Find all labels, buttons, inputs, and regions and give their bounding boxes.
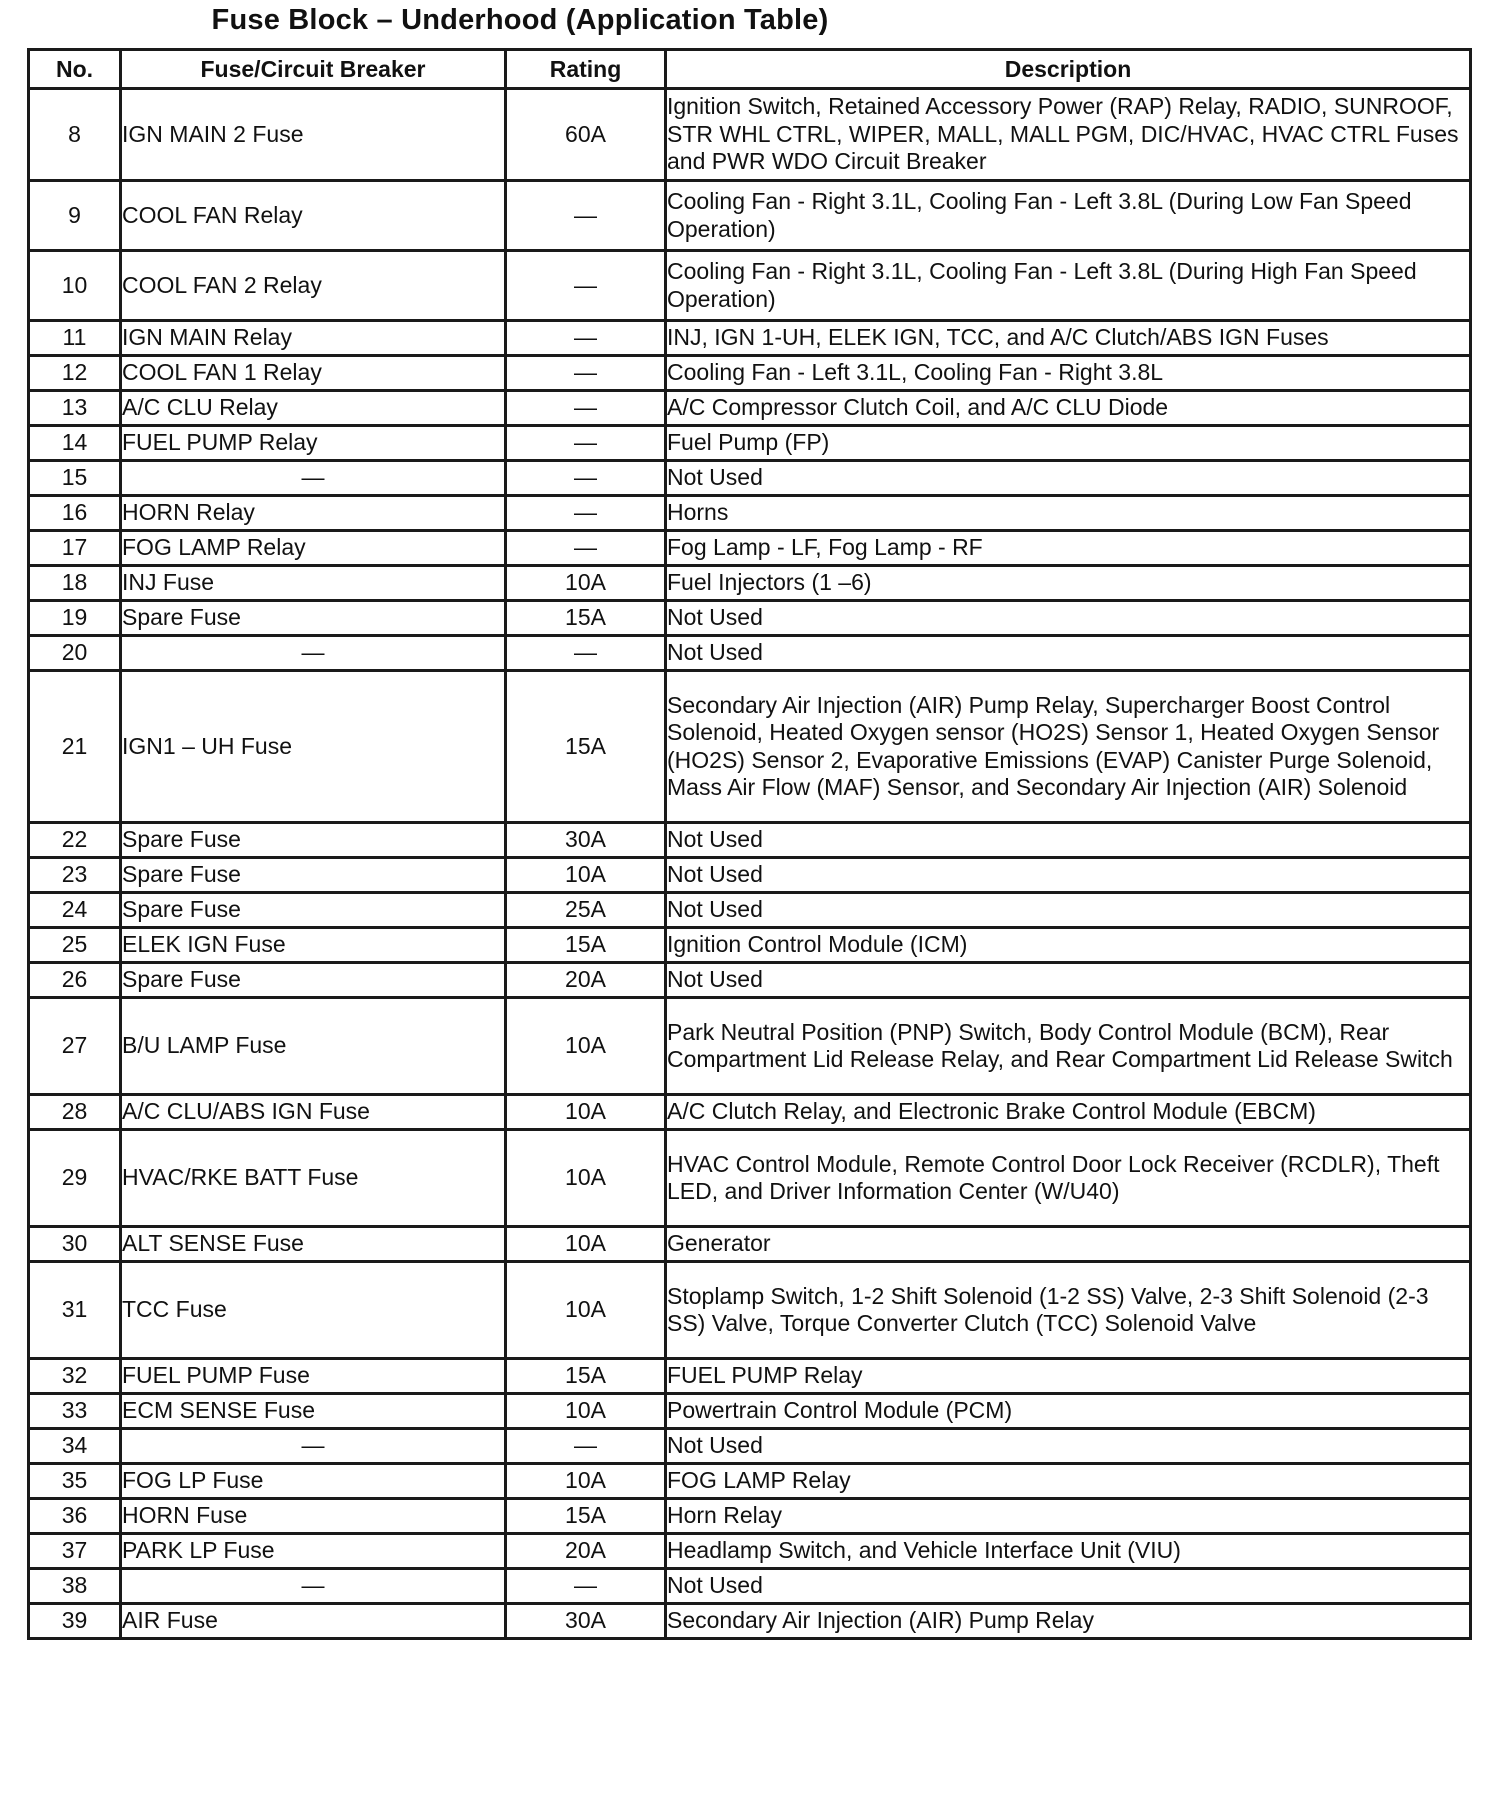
cell-no: 33: [29, 1394, 121, 1429]
cell-no: 36: [29, 1499, 121, 1534]
column-header-fuse: Fuse/Circuit Breaker: [121, 50, 506, 89]
cell-rating: 15A: [506, 928, 666, 963]
cell-fuse-name: COOL FAN Relay: [121, 181, 506, 251]
cell-fuse-name: IGN MAIN 2 Fuse: [121, 89, 506, 181]
table-row: [29, 963, 1471, 998]
table-row: [29, 823, 1471, 858]
cell-rating: —: [506, 181, 666, 251]
table-row: [29, 1569, 1471, 1604]
cell-fuse-name: —: [121, 1429, 506, 1464]
cell-description: Fuel Injectors (1 –6): [666, 566, 1471, 601]
table-row: [29, 1262, 1471, 1359]
cell-fuse-name: COOL FAN 2 Relay: [121, 251, 506, 321]
table-row: [29, 251, 1471, 321]
cell-description: Headlamp Switch, and Vehicle Interface Unit (VIU): [666, 1534, 1471, 1569]
table-row: [29, 426, 1471, 461]
table-row: [29, 671, 1471, 823]
cell-no: 35: [29, 1464, 121, 1499]
cell-rating: 10A: [506, 858, 666, 893]
cell-fuse-name: HVAC/RKE BATT Fuse: [121, 1130, 506, 1227]
cell-description: A/C Clutch Relay, and Electronic Brake Control Module (EBCM): [666, 1095, 1471, 1130]
cell-rating: —: [506, 636, 666, 671]
table-row: [29, 321, 1471, 356]
cell-fuse-name: —: [121, 461, 506, 496]
cell-description: Fog Lamp - LF, Fog Lamp - RF: [666, 531, 1471, 566]
cell-rating: 20A: [506, 1534, 666, 1569]
cell-description: Secondary Air Injection (AIR) Pump Relay, Supercharger Boost Control Solenoid, Heated Oxygen sensor (HO2S) Sensor 1, Heated Oxygen Sensor (HO2S) Sensor 2, Evaporative Emissions (EVAP) Canister Purge Solenoid, Mass Air Flow (MAF) Sensor, and Secondary Air Injection (AIR) Solenoid: [666, 671, 1471, 823]
table-row: [29, 893, 1471, 928]
cell-no: 31: [29, 1262, 121, 1359]
cell-no: 9: [29, 181, 121, 251]
table-row: [29, 461, 1471, 496]
table-row: [29, 998, 1471, 1095]
cell-fuse-name: AIR Fuse: [121, 1604, 506, 1639]
table-row: [29, 1130, 1471, 1227]
cell-fuse-name: Spare Fuse: [121, 858, 506, 893]
cell-rating: —: [506, 1429, 666, 1464]
cell-rating: —: [506, 1569, 666, 1604]
cell-no: 11: [29, 321, 121, 356]
cell-description: Not Used: [666, 963, 1471, 998]
cell-fuse-name: ALT SENSE Fuse: [121, 1227, 506, 1262]
cell-description: Cooling Fan - Right 3.1L, Cooling Fan - Left 3.8L (During High Fan Speed Operation): [666, 251, 1471, 321]
cell-description: Stoplamp Switch, 1-2 Shift Solenoid (1-2 SS) Valve, 2-3 Shift Solenoid (2-3 SS) Valve, Torque Converter Clutch (TCC) Solenoid Valve: [666, 1262, 1471, 1359]
cell-fuse-name: COOL FAN 1 Relay: [121, 356, 506, 391]
cell-rating: —: [506, 251, 666, 321]
cell-rating: 10A: [506, 1095, 666, 1130]
cell-rating: 20A: [506, 963, 666, 998]
cell-fuse-name: FUEL PUMP Fuse: [121, 1359, 506, 1394]
cell-description: Not Used: [666, 858, 1471, 893]
cell-no: 39: [29, 1604, 121, 1639]
cell-rating: 30A: [506, 823, 666, 858]
table-row: [29, 89, 1471, 181]
table-row: [29, 1604, 1471, 1639]
cell-rating: 10A: [506, 1464, 666, 1499]
cell-no: 22: [29, 823, 121, 858]
cell-description: Not Used: [666, 461, 1471, 496]
cell-rating: —: [506, 321, 666, 356]
table-row: [29, 1429, 1471, 1464]
table-row: [29, 858, 1471, 893]
cell-rating: 15A: [506, 601, 666, 636]
table-row: [29, 1394, 1471, 1429]
cell-no: 13: [29, 391, 121, 426]
cell-description: Generator: [666, 1227, 1471, 1262]
cell-description: Fuel Pump (FP): [666, 426, 1471, 461]
cell-rating: 10A: [506, 1227, 666, 1262]
cell-no: 38: [29, 1569, 121, 1604]
cell-no: 26: [29, 963, 121, 998]
cell-fuse-name: Spare Fuse: [121, 963, 506, 998]
cell-rating: 30A: [506, 1604, 666, 1639]
table-row: [29, 1464, 1471, 1499]
cell-description: Park Neutral Position (PNP) Switch, Body Control Module (BCM), Rear Compartment Lid Release Relay, and Rear Compartment Lid Release Switch: [666, 998, 1471, 1095]
table-row: [29, 496, 1471, 531]
table-row: [29, 601, 1471, 636]
cell-description: HVAC Control Module, Remote Control Door Lock Receiver (RCDLR), Theft LED, and Driver Information Center (W/U40): [666, 1130, 1471, 1227]
cell-description: Not Used: [666, 893, 1471, 928]
table-row: [29, 566, 1471, 601]
cell-fuse-name: IGN1 – UH Fuse: [121, 671, 506, 823]
cell-rating: 60A: [506, 89, 666, 181]
cell-description: Not Used: [666, 1429, 1471, 1464]
cell-description: Not Used: [666, 1569, 1471, 1604]
cell-fuse-name: FOG LAMP Relay: [121, 531, 506, 566]
column-header-rating: Rating: [506, 50, 666, 89]
cell-fuse-name: IGN MAIN Relay: [121, 321, 506, 356]
cell-rating: 10A: [506, 1130, 666, 1227]
cell-fuse-name: PARK LP Fuse: [121, 1534, 506, 1569]
cell-rating: 10A: [506, 1262, 666, 1359]
table-row: [29, 356, 1471, 391]
cell-no: 29: [29, 1130, 121, 1227]
cell-no: 18: [29, 566, 121, 601]
table-row: [29, 391, 1471, 426]
cell-fuse-name: FUEL PUMP Relay: [121, 426, 506, 461]
cell-no: 15: [29, 461, 121, 496]
cell-no: 8: [29, 89, 121, 181]
cell-rating: 10A: [506, 566, 666, 601]
cell-no: 28: [29, 1095, 121, 1130]
cell-description: Ignition Switch, Retained Accessory Power (RAP) Relay, RADIO, SUNROOF, STR WHL CTRL, WIPER, MALL, MALL PGM, DIC/HVAC, HVAC CTRL Fuses and PWR WDO Circuit Breaker: [666, 89, 1471, 181]
cell-no: 34: [29, 1429, 121, 1464]
cell-fuse-name: HORN Relay: [121, 496, 506, 531]
cell-description: A/C Compressor Clutch Coil, and A/C CLU Diode: [666, 391, 1471, 426]
cell-no: 20: [29, 636, 121, 671]
cell-description: INJ, IGN 1-UH, ELEK IGN, TCC, and A/C Clutch/ABS IGN Fuses: [666, 321, 1471, 356]
cell-rating: —: [506, 391, 666, 426]
table-row: [29, 181, 1471, 251]
column-header-description: Description: [666, 50, 1471, 89]
cell-description: FOG LAMP Relay: [666, 1464, 1471, 1499]
cell-no: 14: [29, 426, 121, 461]
column-header-no: No.: [29, 50, 121, 89]
cell-rating: 15A: [506, 1359, 666, 1394]
table-row: [29, 1095, 1471, 1130]
page-title: Fuse Block – Underhood (Application Table): [211, 4, 829, 36]
table-row: [29, 1227, 1471, 1262]
cell-description: FUEL PUMP Relay: [666, 1359, 1471, 1394]
cell-description: Horns: [666, 496, 1471, 531]
cell-no: 12: [29, 356, 121, 391]
cell-rating: —: [506, 426, 666, 461]
cell-no: 10: [29, 251, 121, 321]
cell-rating: 10A: [506, 1394, 666, 1429]
cell-no: 25: [29, 928, 121, 963]
cell-fuse-name: Spare Fuse: [121, 601, 506, 636]
cell-no: 37: [29, 1534, 121, 1569]
cell-fuse-name: HORN Fuse: [121, 1499, 506, 1534]
cell-fuse-name: —: [121, 636, 506, 671]
cell-no: 30: [29, 1227, 121, 1262]
cell-rating: —: [506, 531, 666, 566]
cell-fuse-name: —: [121, 1569, 506, 1604]
fuse-application-table: [27, 48, 1472, 1640]
cell-no: 21: [29, 671, 121, 823]
cell-no: 27: [29, 998, 121, 1095]
cell-no: 17: [29, 531, 121, 566]
cell-description: Not Used: [666, 823, 1471, 858]
cell-fuse-name: ECM SENSE Fuse: [121, 1394, 506, 1429]
cell-fuse-name: Spare Fuse: [121, 893, 506, 928]
table-row: [29, 1359, 1471, 1394]
cell-no: 16: [29, 496, 121, 531]
cell-rating: 15A: [506, 671, 666, 823]
table-row: [29, 636, 1471, 671]
cell-rating: —: [506, 461, 666, 496]
cell-fuse-name: ELEK IGN Fuse: [121, 928, 506, 963]
cell-no: 23: [29, 858, 121, 893]
cell-description: Ignition Control Module (ICM): [666, 928, 1471, 963]
cell-description: Not Used: [666, 601, 1471, 636]
cell-fuse-name: FOG LP Fuse: [121, 1464, 506, 1499]
cell-rating: 10A: [506, 998, 666, 1095]
cell-no: 24: [29, 893, 121, 928]
cell-fuse-name: INJ Fuse: [121, 566, 506, 601]
cell-description: Cooling Fan - Right 3.1L, Cooling Fan - Left 3.8L (During Low Fan Speed Operation): [666, 181, 1471, 251]
cell-fuse-name: B/U LAMP Fuse: [121, 998, 506, 1095]
cell-description: Secondary Air Injection (AIR) Pump Relay: [666, 1604, 1471, 1639]
cell-rating: 15A: [506, 1499, 666, 1534]
cell-rating: 25A: [506, 893, 666, 928]
cell-description: Horn Relay: [666, 1499, 1471, 1534]
table-row: [29, 1499, 1471, 1534]
cell-description: Not Used: [666, 636, 1471, 671]
table-header-row: [29, 50, 1471, 89]
cell-fuse-name: TCC Fuse: [121, 1262, 506, 1359]
cell-no: 19: [29, 601, 121, 636]
cell-description: Cooling Fan - Left 3.1L, Cooling Fan - Right 3.8L: [666, 356, 1471, 391]
cell-fuse-name: Spare Fuse: [121, 823, 506, 858]
cell-fuse-name: A/C CLU/ABS IGN Fuse: [121, 1095, 506, 1130]
table-row: [29, 531, 1471, 566]
cell-rating: —: [506, 356, 666, 391]
cell-description: Powertrain Control Module (PCM): [666, 1394, 1471, 1429]
table-row: [29, 1534, 1471, 1569]
cell-no: 32: [29, 1359, 121, 1394]
cell-rating: —: [506, 496, 666, 531]
cell-fuse-name: A/C CLU Relay: [121, 391, 506, 426]
table-row: [29, 928, 1471, 963]
